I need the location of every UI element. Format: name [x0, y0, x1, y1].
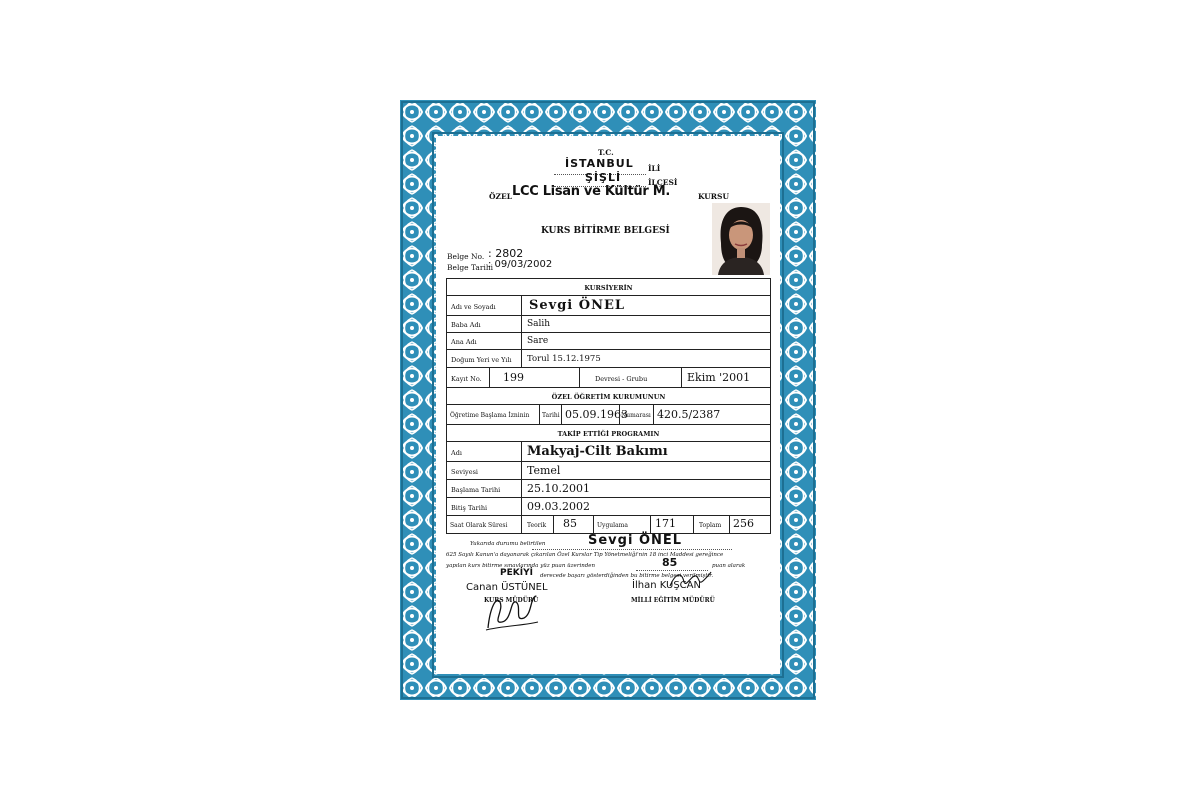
- section-ozel-row: [447, 388, 770, 405]
- dogum-value: Torul 15.12.1975: [527, 354, 601, 364]
- section-kursiyerin: KURSİYERİN: [584, 284, 633, 292]
- kurs-name-value: LCC Lisan ve Kültür M.: [512, 184, 670, 199]
- dogum-label: Doğum Yeri ve Yılı: [451, 356, 512, 364]
- belge-no-label: Belge No.: [447, 252, 485, 261]
- devresi-value: Ekim '2001: [687, 371, 751, 384]
- seviye-row: [447, 462, 770, 480]
- section-ozel-ogretim: ÖZEL ÖĞRETİM KURUMUNUN: [551, 393, 666, 401]
- section-takip-program: TAKİP ETTİĞİ PROGRAMIN: [557, 430, 660, 438]
- baba-adi-row: [447, 316, 770, 333]
- adi-soyadi-row: [447, 296, 770, 316]
- tarihi-value: 05.09.1963: [565, 408, 628, 421]
- statement-name: Sevgi ÖNEL: [588, 533, 683, 548]
- portrait-photo: [712, 203, 770, 275]
- kayit-no-value: 199: [503, 371, 524, 384]
- dogum-row: [447, 350, 770, 368]
- baba-adi-label: Baba Adı: [451, 321, 481, 329]
- tc-label: T.C.: [598, 148, 614, 157]
- il-label: İLİ: [648, 164, 661, 173]
- seviye-label: Seviyesi: [451, 468, 478, 476]
- ana-adi-row: [447, 333, 770, 350]
- saat-row: [447, 516, 770, 533]
- uygulama-label: Uygulama: [597, 522, 628, 529]
- ilce-label: İLÇESİ: [648, 178, 678, 187]
- numarasi-label: Numarası: [621, 412, 651, 419]
- tarihi-label: Tarihi: [542, 412, 560, 419]
- saat-label: Saat Olarak Süresi: [450, 522, 508, 529]
- belge-tarihi-label: Belge Tarihi: [447, 263, 494, 272]
- teorik-value: 85: [563, 517, 577, 530]
- bitis-row: [447, 498, 770, 516]
- bitis-value: 09.03.2002: [527, 500, 590, 513]
- kurs-muduru-title: KURS MÜDÜRÜ: [484, 597, 539, 604]
- seviye-value: Temel: [527, 464, 561, 477]
- document-title: KURS BİTİRME BELGESİ: [541, 226, 670, 236]
- program-adi-row: [447, 442, 770, 462]
- section-kursiyerin-row: [447, 279, 770, 296]
- ilce-value: ŞİŞLİ: [585, 171, 622, 184]
- il-value: İSTANBUL: [565, 157, 634, 170]
- devresi-label: Devresi - Grubu: [595, 375, 648, 383]
- kurs-muduru-signature-icon: [482, 588, 542, 634]
- kayit-row: [447, 368, 770, 388]
- adi-soyadi-value: Sevgi ÖNEL: [529, 298, 626, 313]
- ana-adi-value: Sare: [527, 336, 549, 346]
- puan-suffix: puan alarak: [712, 563, 746, 569]
- certificate-table: [446, 278, 771, 534]
- uygulama-value: 171: [655, 517, 676, 530]
- statement-line2: 625 Sayılı Kanun'a dayanarak çıkarılan Özel Kurslar Tip Yönetmeliği'nin 18 inci Maddesi gereğince: [446, 552, 724, 558]
- teorik-label: Teorik: [527, 522, 547, 529]
- toplam-label: Toplam: [699, 522, 722, 529]
- baslama-label: Başlama Tarihi: [451, 486, 501, 494]
- program-adi-label: Adı: [451, 449, 462, 457]
- program-adi-value: Makyaj-Cilt Bakımı: [527, 444, 668, 459]
- ana-adi-label: Ana Adı: [451, 338, 477, 346]
- statement-line1: Yukarıda durumu belirtilen: [470, 541, 546, 547]
- statement-line4: derecede başarı gösterdiğinden bu bitirme belgesi verilmiştir.: [540, 573, 714, 579]
- adi-soyadi-label: Adı ve Soyadı: [451, 303, 496, 311]
- kurs-label: KURSU: [698, 192, 729, 201]
- izin-row: [447, 405, 770, 425]
- baslama-row: [447, 480, 770, 498]
- puan-value: 85: [662, 556, 678, 569]
- section-program-row: [447, 425, 770, 442]
- statement-line3: yapılan kurs bitirme sınavlarında yüz puan üzerinden: [446, 563, 596, 569]
- derece-value: PEKİYİ: [500, 568, 533, 578]
- belge-no-value: : 2802: [488, 247, 524, 260]
- ozel-label: ÖZEL: [489, 192, 512, 201]
- belge-tarihi-value: : 09/03/2002: [488, 259, 553, 270]
- egitim-muduru-signature-icon: [668, 568, 712, 590]
- portrait-icon: [712, 203, 770, 275]
- kayit-no-label: Kayıt No.: [451, 375, 482, 383]
- baslama-value: 25.10.2001: [527, 482, 590, 495]
- toplam-value: 256: [733, 517, 754, 530]
- izin-label: Öğretime Başlama İzninin: [450, 412, 530, 419]
- bitis-label: Bitiş Tarihi: [451, 504, 488, 512]
- baba-adi-value: Salih: [527, 319, 551, 329]
- numarasi-value: 420.5/2387: [657, 408, 721, 421]
- kurs-muduru-name: Canan ÜSTÜNEL: [466, 582, 548, 593]
- egitim-muduru-name: İlhan KUŞCAN: [632, 580, 701, 591]
- egitim-muduru-title: MİLLİ EĞİTİM MÜDÜRÜ: [631, 597, 715, 604]
